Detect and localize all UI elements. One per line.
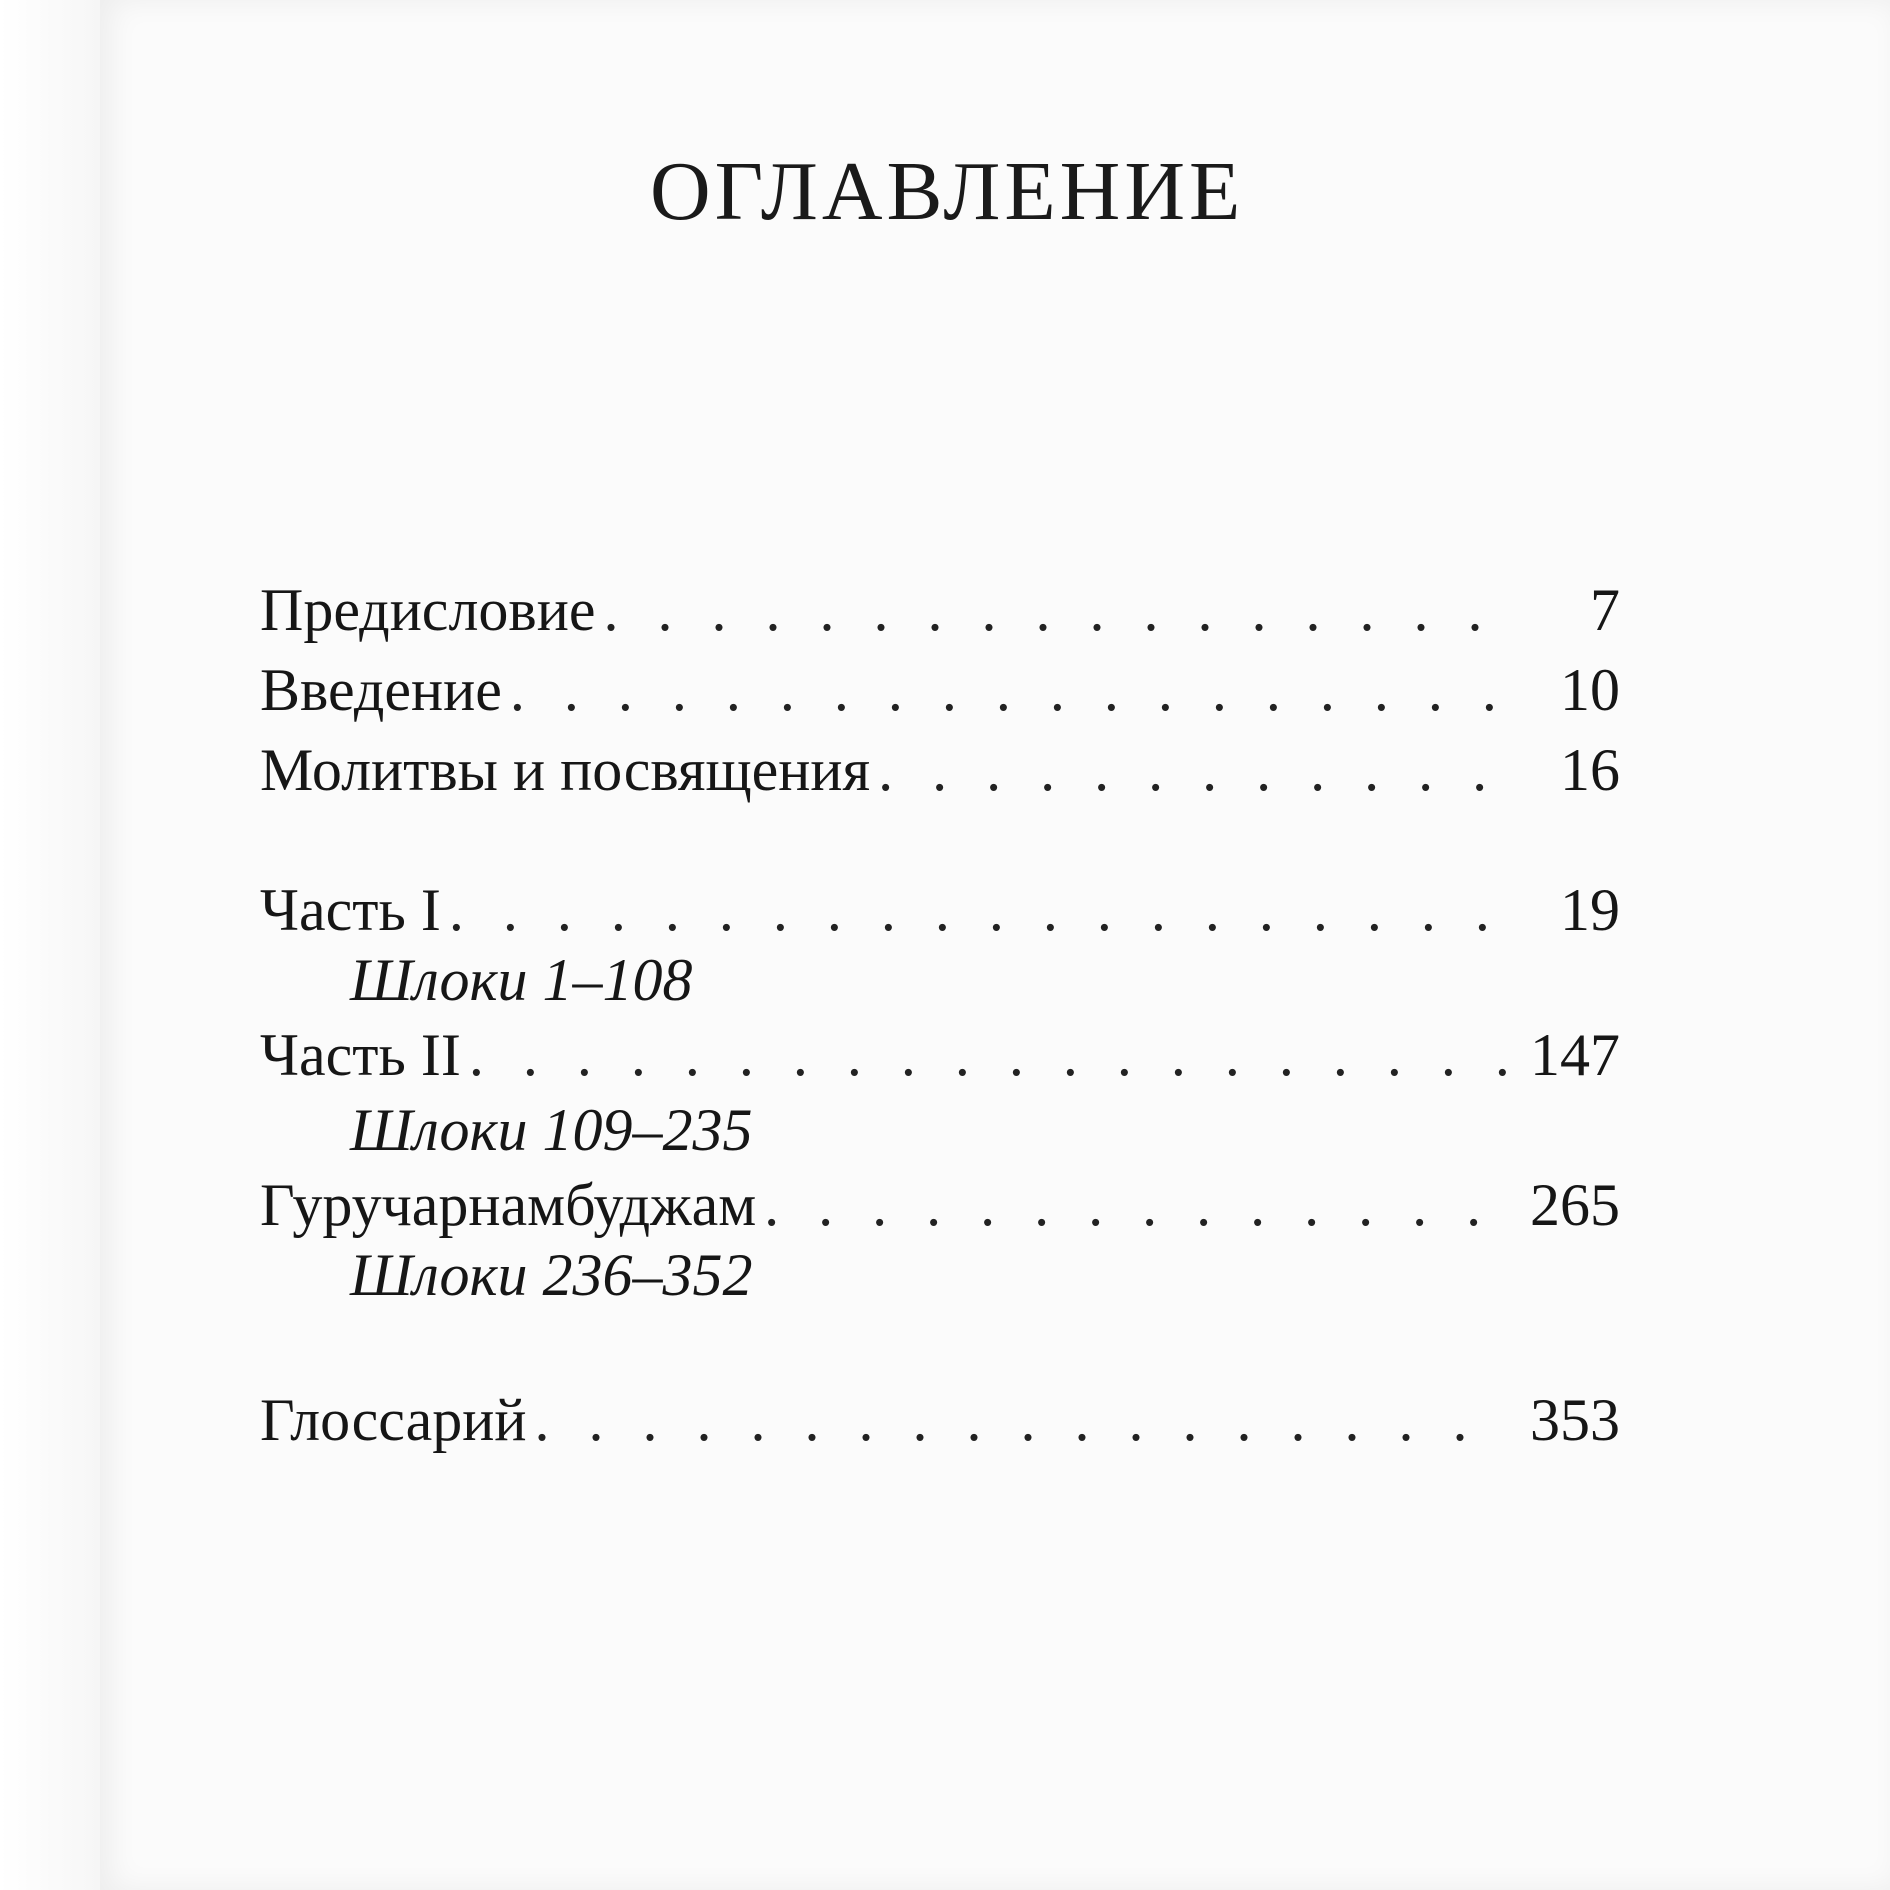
toc-entry-label: Введение [260, 657, 502, 723]
toc-entry-label: Гуручарнамбуджам [260, 1172, 757, 1238]
toc-entry-part-1 [260, 875, 1620, 945]
toc-entry-preface [260, 575, 1620, 645]
dot-leader [461, 1020, 1510, 1090]
toc-subentry-part-1: Шлоки 1–108 [350, 947, 693, 1013]
toc-subentry-gurucharanambujam: Шлоки 236–352 [350, 1242, 753, 1308]
toc-page-number: 353 [1530, 1387, 1620, 1453]
dot-leader [441, 875, 1510, 945]
toc-entry-introduction [260, 655, 1620, 725]
toc-entry-glossary [260, 1385, 1620, 1455]
toc-page-number: 19 [1560, 877, 1620, 943]
toc-entry-label: Глоссарий [260, 1387, 527, 1453]
toc-page-number: 147 [1530, 1022, 1620, 1088]
table-of-contents [260, 0, 1620, 1890]
toc-entry-label: Предисловие [260, 577, 596, 643]
toc-entry-part-2 [260, 1020, 1620, 1090]
toc-entry-prayers [260, 735, 1620, 805]
toc-page-number: 10 [1560, 657, 1620, 723]
toc-entry-label: Молитвы и посвящения [260, 737, 871, 803]
toc-page-number: 7 [1590, 577, 1620, 643]
toc-subentry-part-2: Шлоки 109–235 [350, 1097, 753, 1163]
toc-page-number: 265 [1530, 1172, 1620, 1238]
page-gutter [0, 0, 100, 1890]
toc-entry-label: Часть II [260, 1022, 461, 1088]
toc-entry-gurucharanambujam [260, 1170, 1620, 1240]
dot-leader [870, 735, 1510, 805]
dot-leader [502, 655, 1510, 725]
toc-entry-label: Часть I [260, 877, 441, 943]
dot-leader [526, 1385, 1510, 1455]
dot-leader [756, 1170, 1510, 1240]
page-title: ОГЛАВЛЕНИЕ [650, 145, 1245, 238]
toc-page-number: 16 [1560, 737, 1620, 803]
dot-leader [595, 575, 1510, 645]
